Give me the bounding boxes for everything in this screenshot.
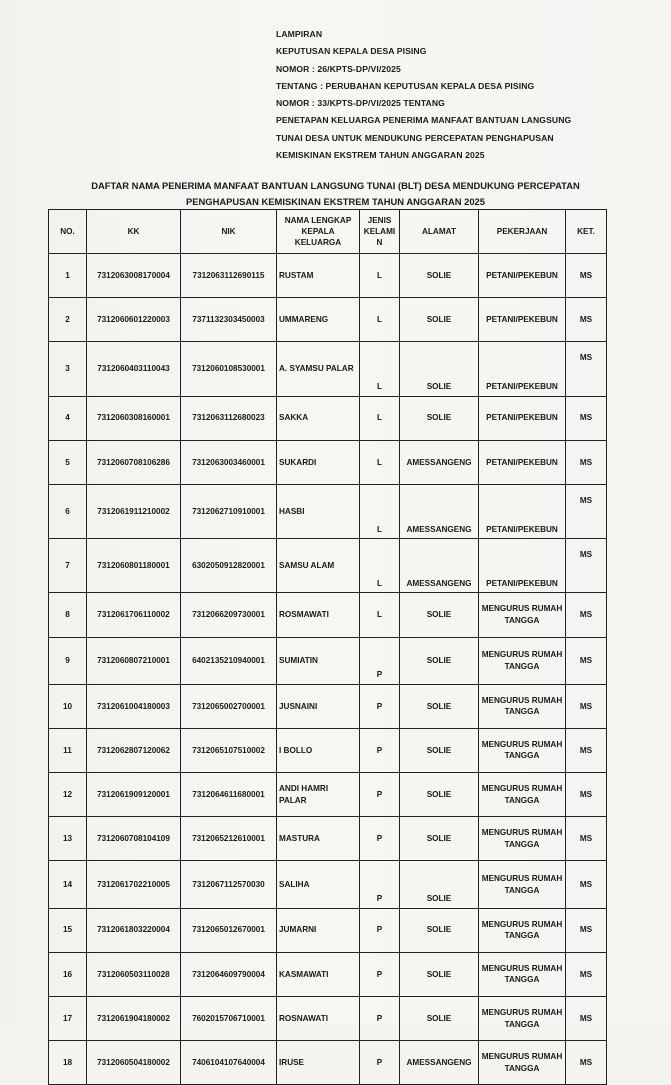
header-kk: KK [87,210,181,254]
cell-alamat: SOLIE [400,817,479,861]
pekerjaan-line: TANGGA [504,931,540,941]
cell-nama: SUKARDI [277,440,360,484]
cell-alamat: AMESSANGENG [400,440,479,484]
cell-nik: 7371132303450003 [181,298,277,342]
pekerjaan-line: MENGURUS RUMAH [481,919,563,929]
cell-no: 14 [49,861,87,908]
cell-nama: JUMARNI [277,908,360,952]
cell-nama: KASMAWATI [277,952,360,996]
pekerjaan-line: MENGURUS RUMAH [481,695,563,705]
cell-no: 12 [49,773,87,817]
cell-nik: 6302050912820001 [181,539,277,593]
header-line: TUNAI DESA UNTUK MENDUKUNG PERCEPATAN PENGHAPUSAN [276,132,554,143]
cell-alamat: SOLIE [400,773,479,817]
cell-kk: 7312061803220004 [87,908,181,952]
cell-jk: P [360,728,400,772]
pekerjaan-line: MENGURUS RUMAH [481,784,563,794]
header-line: NOMOR : 26/KPTS-DP/VI/2025 [276,63,401,74]
pekerjaan-line: TANGGA [504,707,540,717]
table-row [49,773,607,817]
cell-no: 1 [49,254,87,298]
cell-ket: MS [566,484,607,538]
cell-jk: P [360,861,400,908]
cell-kk: 7312060708104109 [87,817,181,861]
header-jk-line: N [376,238,383,247]
cell-alamat: SOLIE [400,861,479,908]
cell-pekerjaan [479,1041,566,1085]
cell-kk: 7312063008170004 [87,254,181,298]
cell-nama: MASTURA [277,817,360,861]
cell-pekerjaan [479,684,566,728]
cell-nama: SAKKA [277,396,360,440]
cell-nama: SUMIATIN [277,637,360,684]
cell-ket: MS [566,684,607,728]
cell-alamat: SOLIE [400,396,479,440]
cell-no: 15 [49,908,87,952]
pekerjaan-line: TANGGA [504,795,540,805]
cell-ket: MS [566,637,607,684]
cell-nama: SALIHA [277,861,360,908]
cell-nik: 7312063003460001 [181,440,277,484]
cell-nama: SAMSU ALAM [277,539,360,593]
cell-alamat: SOLIE [400,997,479,1041]
cell-nik: 7312065002700001 [181,684,277,728]
pekerjaan-line: MENGURUS RUMAH [481,1008,563,1018]
cell-no: 3 [49,342,87,396]
cell-nik: 7312063112680023 [181,396,277,440]
header-no: NO. [49,210,87,254]
cell-nama: ROSMAWATI [277,593,360,637]
cell-ket: MS [566,997,607,1041]
cell-kk: 7312060503110028 [87,952,181,996]
header-jk-line: KELAMI [363,227,396,236]
cell-pekerjaan: PETANI/PEKEBUN [479,440,566,484]
cell-alamat: SOLIE [400,952,479,996]
cell-jk: L [360,254,400,298]
cell-alamat: AMESSANGENG [400,539,479,593]
cell-no: 9 [49,637,87,684]
cell-nik: 7406104107640004 [181,1041,277,1085]
cell-kk: 7312061909120001 [87,773,181,817]
cell-alamat: SOLIE [400,593,479,637]
cell-kk: 7312061004180003 [87,684,181,728]
pekerjaan-line: MENGURUS RUMAH [481,739,563,749]
pekerjaan-line: MENGURUS RUMAH [481,963,563,973]
cell-ket: MS [566,298,607,342]
cell-nik: 7312065012670001 [181,908,277,952]
cell-no: 6 [49,484,87,538]
cell-no: 16 [49,952,87,996]
cell-ket: MS [566,861,607,908]
table-row [49,254,607,298]
cell-kk: 7312061706110002 [87,593,181,637]
cell-ket: MS [566,728,607,772]
cell-alamat: SOLIE [400,908,479,952]
header-nama [277,210,360,254]
cell-jk: P [360,997,400,1041]
cell-pekerjaan: PETANI/PEKEBUN [479,342,566,396]
cell-no: 10 [49,684,87,728]
cell-no: 5 [49,440,87,484]
table-row [49,539,607,593]
table-row [49,440,607,484]
nama-line: PALAR [279,795,307,805]
cell-jk: P [360,773,400,817]
table-row [49,1041,607,1085]
table-row [49,997,607,1041]
nama-line: ANDI HAMRI [279,784,329,794]
cell-no: 7 [49,539,87,593]
cell-kk: 7312060403110043 [87,342,181,396]
cell-no: 17 [49,997,87,1041]
cell-jk: L [360,484,400,538]
pekerjaan-line: TANGGA [504,839,540,849]
cell-alamat: SOLIE [400,684,479,728]
cell-jk: L [360,396,400,440]
cell-kk: 7312060504180002 [87,1041,181,1085]
pekerjaan-line: TANGGA [504,1063,540,1073]
cell-ket: MS [566,1041,607,1085]
document-title [0,178,671,210]
title-line-1: DAFTAR NAMA PENERIMA MANFAAT BANTUAN LANGSUNG TUNAI (BLT) DESA MENDUKUNG PERCEPATAN [91,180,580,191]
cell-pekerjaan [479,817,566,861]
cell-jk: L [360,539,400,593]
table-row [49,908,607,952]
header-line: NOMOR : 33/KPTS-DP/VI/2025 TENTANG [276,98,445,109]
cell-kk: 7312060801180001 [87,539,181,593]
cell-ket: MS [566,908,607,952]
table-row [49,298,607,342]
header-line: KEPUTUSAN KEPALA DESA PISING [276,46,427,57]
header-jk-line: JENIS [367,216,392,225]
cell-pekerjaan [479,728,566,772]
header-ket: KET. [566,210,607,254]
cell-ket: MS [566,952,607,996]
cell-alamat: SOLIE [400,298,479,342]
cell-kk: 7312060308160001 [87,396,181,440]
cell-pekerjaan: PETANI/PEKEBUN [479,254,566,298]
cell-jk: P [360,637,400,684]
header-nik: NIK [181,210,277,254]
cell-nik: 6402135210940001 [181,637,277,684]
cell-no: 18 [49,1041,87,1085]
cell-pekerjaan [479,952,566,996]
cell-nama: HASBI [277,484,360,538]
table-row [49,861,607,908]
cell-nik: 7312067112570030 [181,861,277,908]
cell-no: 11 [49,728,87,772]
cell-kk: 7312060601220003 [87,298,181,342]
cell-jk: L [360,298,400,342]
cell-alamat: SOLIE [400,728,479,772]
header-nama-line: KELUARGA [294,238,342,247]
cell-kk: 7312061702210005 [87,861,181,908]
cell-no: 8 [49,593,87,637]
header-line: LAMPIRAN [276,29,323,39]
cell-jk: P [360,908,400,952]
cell-pekerjaan: PETANI/PEKEBUN [479,539,566,593]
cell-ket: MS [566,254,607,298]
cell-jk: L [360,593,400,637]
cell-pekerjaan [479,637,566,684]
table-row [49,817,607,861]
cell-jk: P [360,1041,400,1085]
cell-nama: IRUSE [277,1041,360,1085]
header-line: KEMISKINAN EKSTREM TAHUN ANGGARAN 2025 [276,150,485,161]
cell-nik: 7312064611680001 [181,773,277,817]
cell-ket: MS [566,539,607,593]
pekerjaan-line: TANGGA [504,751,540,761]
cell-kk: 7312060807210001 [87,637,181,684]
cell-nik: 7312065107510002 [181,728,277,772]
table-row [49,728,607,772]
cell-pekerjaan [479,908,566,952]
cell-alamat: SOLIE [400,342,479,396]
cell-ket: MS [566,440,607,484]
table-row [49,593,607,637]
cell-ket: MS [566,593,607,637]
header-nama-line: KEPALA [301,227,335,236]
pekerjaan-line: MENGURUS RUMAH [481,1052,563,1062]
pekerjaan-line: MENGURUS RUMAH [481,604,563,614]
pekerjaan-line: TANGGA [504,661,540,671]
cell-nik: 7312065212610001 [181,817,277,861]
cell-jk: L [360,342,400,396]
table-header-row [49,210,607,254]
cell-nik: 7602015706710001 [181,997,277,1041]
cell-nama: ROSNAWATI [277,997,360,1041]
cell-jk: L [360,440,400,484]
cell-pekerjaan [479,593,566,637]
cell-alamat: AMESSANGENG [400,1041,479,1085]
cell-pekerjaan [479,997,566,1041]
header-pekerjaan: PEKERJAAN [479,210,566,254]
header-line: TENTANG : PERUBAHAN KEPUTUSAN KEPALA DESA PISING [276,80,535,91]
cell-nama: RUSTAM [277,254,360,298]
cell-pekerjaan: PETANI/PEKEBUN [479,484,566,538]
cell-pekerjaan [479,773,566,817]
cell-kk: 7312061911210002 [87,484,181,538]
cell-nama: JUSNAINI [277,684,360,728]
cell-nik: 7312066209730001 [181,593,277,637]
pekerjaan-line: TANGGA [504,615,540,625]
cell-kk: 7312062807120062 [87,728,181,772]
pekerjaan-line: TANGGA [504,1019,540,1029]
cell-alamat: SOLIE [400,637,479,684]
table-row [49,952,607,996]
cell-nama: UMMARENG [277,298,360,342]
cell-kk: 7312061904180002 [87,997,181,1041]
cell-pekerjaan [479,861,566,908]
pekerjaan-line: TANGGA [504,885,540,895]
cell-nik: 7312063112690115 [181,254,277,298]
cell-nik: 7312060108530001 [181,342,277,396]
cell-pekerjaan: PETANI/PEKEBUN [479,396,566,440]
cell-jk: P [360,817,400,861]
recipients-table [48,209,607,1085]
table-row [49,484,607,538]
cell-jk: P [360,952,400,996]
cell-no: 13 [49,817,87,861]
header-line: PENETAPAN KELUARGA PENERIMA MANFAAT BANTUAN LANGSUNG [276,115,572,126]
pekerjaan-line: MENGURUS RUMAH [481,650,563,660]
cell-kk: 7312060708106286 [87,440,181,484]
cell-ket: MS [566,817,607,861]
pekerjaan-line: MENGURUS RUMAH [481,874,563,884]
pekerjaan-line: MENGURUS RUMAH [481,828,563,838]
cell-no: 4 [49,396,87,440]
header-nama-line: NAMA LENGKAP [284,216,352,225]
decree-header [276,26,571,164]
cell-ket: MS [566,342,607,396]
table-row [49,396,607,440]
cell-nama: A. SYAMSU PALAR [277,342,360,396]
pekerjaan-line: TANGGA [504,975,540,985]
cell-nik: 7312064609790004 [181,952,277,996]
cell-no: 2 [49,298,87,342]
cell-jk: P [360,684,400,728]
cell-nik: 7312062710910001 [181,484,277,538]
cell-ket: MS [566,396,607,440]
header-alamat: ALAMAT [400,210,479,254]
header-jenis-kelamin [360,210,400,254]
table-row [49,637,607,684]
cell-nama: I BOLLO [277,728,360,772]
table-row [49,342,607,396]
cell-alamat: AMESSANGENG [400,484,479,538]
cell-alamat: SOLIE [400,254,479,298]
table-row [49,684,607,728]
title-line-2: PENGHAPUSAN KEMISKINAN EKSTREM TAHUN ANGGARAN 2025 [186,196,485,207]
cell-ket: MS [566,773,607,817]
cell-nama [277,773,360,817]
cell-pekerjaan: PETANI/PEKEBUN [479,298,566,342]
